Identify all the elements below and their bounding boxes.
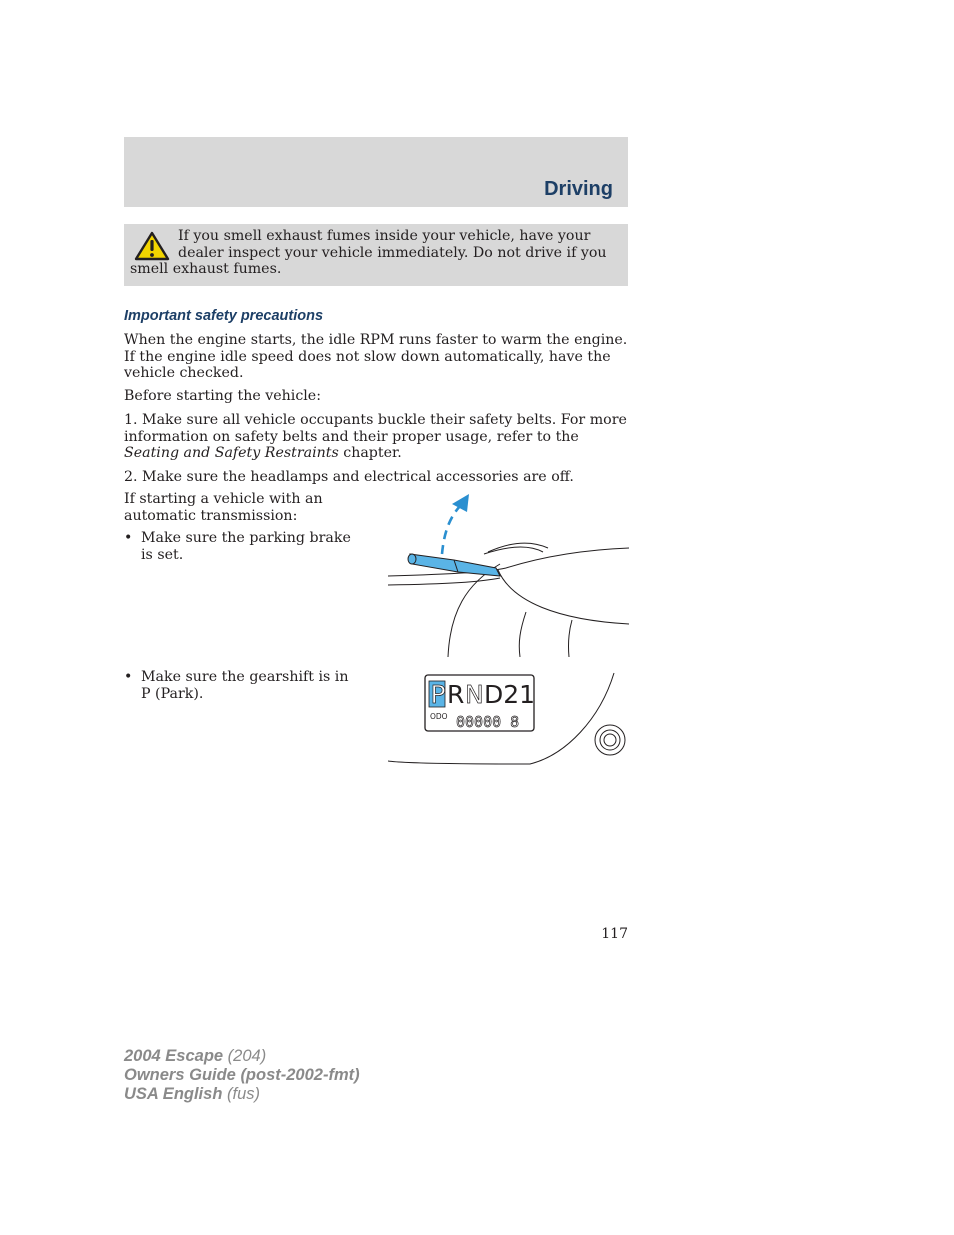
gear-r: R [447, 680, 465, 709]
footer-line-2: Owners Guide (post-2002-fmt) [124, 1066, 360, 1084]
odo-digits: 00000 8 [456, 713, 520, 731]
bullet-text: Make sure the parking brake is set. [141, 530, 351, 563]
paragraph-headlamps: 2. Make sure the headlamps and electrical accessories are off. [124, 469, 574, 485]
paragraph-before-starting: Before starting the vehicle: [124, 388, 321, 404]
warning-box [124, 224, 628, 286]
page-number: 117 [601, 926, 628, 942]
gear-p: P [430, 680, 446, 709]
footer-line-3: USA English (fus) [124, 1085, 260, 1103]
warning-triangle-icon [134, 231, 170, 261]
gear-indicator-illustration [388, 667, 630, 767]
gear-rest: D21 [484, 680, 536, 709]
paragraph-idle-rpm: When the engine starts, the idle RPM runs faster to warm the engine. If the engine idle speed does not slow down automatically, have the vehicle checked. [124, 332, 628, 381]
bullet-marker: • [124, 669, 133, 685]
section-header-band [124, 137, 628, 207]
subheading: Important safety precautions [124, 308, 324, 324]
paragraph-safety-belts: 1. Make sure all vehicle occupants buckle their safety belts. For more information on safety belts and their proper usage, refer to the Seating and Safety Restraints chapter. [124, 412, 627, 461]
section-title: Driving [544, 178, 613, 200]
footer [124, 1047, 360, 1104]
footer-line-1: 2004 Escape (204) [124, 1047, 267, 1065]
warning-text: If you smell exhaust fumes inside your vehicle, have your dealer inspect your vehicle immediately. Do not drive if you smell exhaust fumes. [130, 228, 607, 277]
paragraph-automatic-transmission: If starting a vehicle with an automatic transmission: [124, 491, 323, 524]
parking-brake-illustration [388, 492, 630, 657]
bullet-marker: • [124, 530, 133, 546]
bullet-text: Make sure the gearshift is in P (Park). [141, 669, 349, 702]
chapter-reference: Seating and Safety Restraints [124, 445, 339, 461]
gear-n: N [465, 680, 484, 709]
up-arrow-icon [452, 494, 469, 512]
odo-label: ODO [430, 712, 448, 721]
